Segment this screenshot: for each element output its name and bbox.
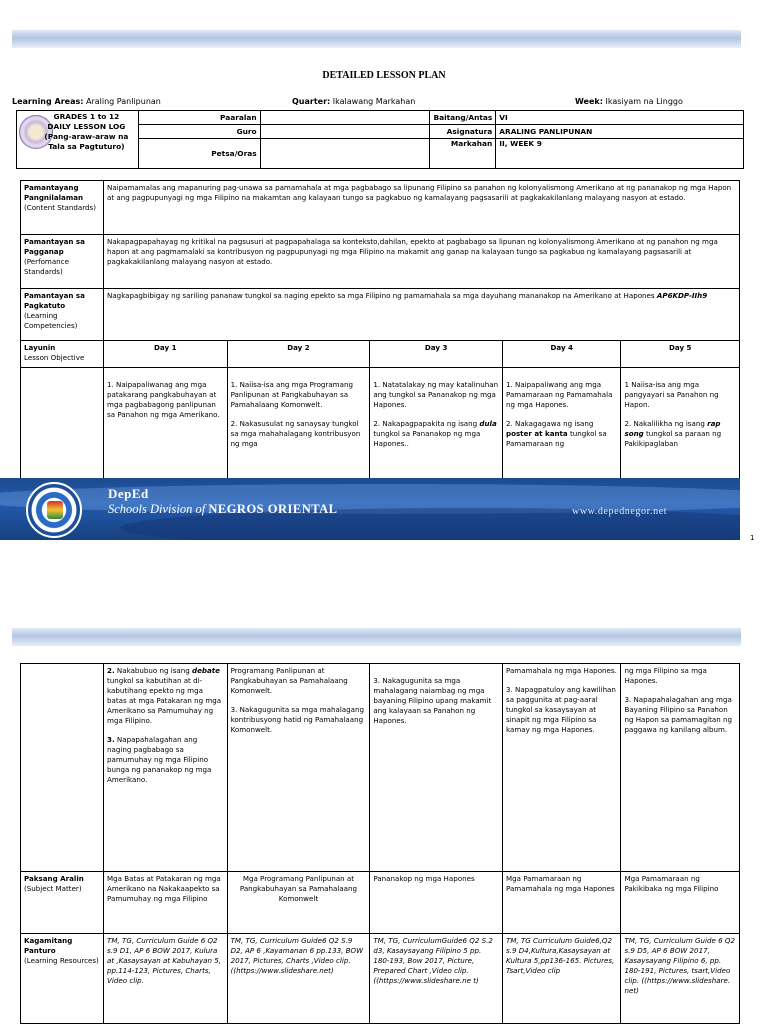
quarter-value: Ikalawang Markahan (332, 97, 416, 106)
quarter (292, 97, 415, 106)
competency-code: AP6KDP-IIh9 (656, 291, 708, 300)
division-name (108, 502, 338, 517)
day-3-objective-2-emph: dula (479, 419, 497, 428)
asignatura-value: ARALING PANLIPUNAN (496, 125, 744, 139)
day-5-objective-2 (624, 419, 736, 449)
asignatura-label: Asignatura (430, 125, 496, 139)
day-3-objective-1: 1. Natatalakay ng may katalinuhan ang tungkol sa Pananakop ng mga Hapones. (373, 380, 499, 409)
meta-row (12, 97, 742, 109)
day-1-objective-2-text: Nakabubuo ng isang (114, 666, 193, 675)
content-standards-text: Naipamamalas ang mapanuring pag-unawa sa pamamahala at mga pagbabago sa lipunang Filipino sa panahon ng kolonyalismong Amerikano at ng pananakop ng mga Hapon at ang pagpupunyagi ng mga Filipino na makamtan ang kalayaan tungo sa pagkabuo ng kamalayang pagsasarili at pagkakakilanlang malayang nasyon at estado. (104, 181, 740, 235)
content-standards-title: Pamantayang Pangnilalaman (24, 183, 84, 202)
day-4-objective-2-text: 2. Nakagagawa ng isang (506, 419, 594, 428)
week-label: Week: (575, 97, 603, 106)
day-5-objective-2-text: 2. Nakalilikha ng isang (624, 419, 708, 428)
day-1-objective-2 (107, 666, 224, 726)
deped-wordmark: DepEd (108, 486, 149, 501)
day-5-objective-2-emph: rap song (624, 419, 721, 438)
paaralan-label: Paaralan (138, 111, 260, 125)
day-2-objectives (227, 368, 370, 486)
day-2-objective-1: 1. Naiisa-isa ang mga Programang Panlipunan at Pangkabuhayan sa Pamahalaang Komonwelt. (230, 380, 353, 409)
baitang-label: Baitang/Antas (430, 111, 496, 125)
day-3-objective-2-rest: tungkol sa Pananakop ng mga Hapones.. (373, 429, 481, 448)
day-4-objective-2-cont: Pamamahala ng mga Hapones. (506, 666, 617, 675)
day-4-objectives (503, 368, 621, 486)
day-4-header: Day 4 (503, 341, 621, 368)
day-5-objective-2-cont: ng mga Filipino sa mga Hapones. (624, 666, 707, 685)
performance-standards-text: Nakapagpapahayag ng kritikal na pagsusuri at pagpapahalaga sa konteksto,dahilan, epekto at pagbabago sa lipunan ng kolonyalismong Amerikano at ng panahon ng mga hapon at ang pagmamalaki sa kontribusyon ng pagpupunyagi ng mga Filipino na makamit ang ganap na kalayaan tungo sa pagkabuo ng kamalayang pagsasarili at pagkakakilanlang malayang nasyon at estado. (104, 235, 740, 289)
objective-title: Layunin (24, 343, 56, 352)
day-1-objective-3-num: 3. (107, 735, 115, 744)
competencies-body: Nagkapagbibigay ng sariling pananaw tungkol sa naging epekto sa mga Filipino ng pamamahala sa mga dayuhang mananakop na Amerikano at Hapones (107, 291, 657, 300)
footer-banner (0, 478, 740, 540)
learning-areas (12, 97, 161, 106)
petsa-value (260, 139, 430, 169)
day-2-objectives-cont (227, 664, 370, 872)
day-4-objective-1: 1. Naipapaliwang ang mga Pamamaraan ng Pamamahala ng mga Hapones. (506, 380, 613, 409)
day-5-objective-1: 1 Naiisa-isa ang mga pangyayari sa Panahon ng Hapon. (624, 380, 719, 409)
objectives-empty-cell (21, 368, 104, 486)
week-value: Ikasiyam na Linggo (605, 97, 683, 106)
resources-label (21, 934, 104, 1024)
grades-cell (17, 111, 139, 169)
day-5-objectives (621, 368, 740, 486)
day-1-objectives (104, 368, 228, 486)
subject-matter-sub: (Subject Matter) (24, 884, 82, 893)
day-2-resources: TM, TG, Curriculum Guide6 Q2 S.9 D2, AP 6 ,Kayamanan 6 pp.133, BOW 2017, Pictures, Charts ,Video clip. ((https://www.slideshare.net) (227, 934, 370, 1024)
day-4-objectives-cont (503, 664, 621, 872)
competencies-sub: (Learning Competencies) (24, 311, 78, 330)
day-4-objective-3: 3. Napagpatuloy ang kawilihan sa paggunita at pag-aaral tungkol sa kasaysayan at sinapit ng mga Filipino sa kamay ng mga Hapones. (506, 685, 616, 734)
objective-label (21, 341, 104, 368)
lesson-table-page-2 (20, 663, 740, 1024)
performance-standards-title: Pamantayan sa Pagganap (24, 237, 85, 256)
competencies-title: Pamantayan sa Pagkatuto (24, 291, 85, 310)
day-3-objective-2 (373, 419, 499, 449)
day-2-objective-2: 2. Nakasusulat ng sanaysay tungkol sa mga mahahalagang kontribusyon ng mga (230, 419, 361, 448)
content-standards-sub: (Content Standards) (24, 203, 96, 212)
deped-seal-icon (26, 482, 82, 538)
performance-standards-label (21, 235, 104, 289)
guro-label: Guro (138, 125, 260, 139)
day-2-header: Day 2 (227, 341, 370, 368)
day-1-resources: TM, TG, Curriculum Guide 6 Q2 s.9 D1, AP 6 BOW 2017, Kulura at ,Kasaysayan at Kabuhayan 5, pp.114-123, Pictures, Charts, Video clip. (104, 934, 228, 1024)
page-top-bar (12, 30, 741, 48)
performance-standards-sub: (Perfomance Standards) (24, 257, 69, 276)
subject-matter-label (21, 872, 104, 934)
resources-title: Kagamitang Panturo (24, 936, 73, 955)
day-1-objective-3 (107, 735, 224, 785)
day-5-objective-3: 3. Napapahalagahan ang mga Bayaning Filipino sa Panahon ng Hapon sa pamamagitan ng paggawa ng kanilang album. (624, 695, 733, 734)
day-3-resources: TM, TG, CurriculumGuide6 Q2 S.2 d3, Kasaysayang Filipino 5 pp. 180-193, Bow 2017, Picture, Prepared Chart ,Video clip. ((https://www.slideshare.ne t) (370, 934, 503, 1024)
day-3-objective-2-text: 2. Nakapagpapakita ng isang (373, 419, 480, 428)
day-1-subject: Mga Batas at Patakaran ng mga Amerikano na Nakakaapekto sa Pamumuhay ng mga Filipino (104, 872, 228, 934)
markahan-label: Markahan (430, 139, 496, 169)
petsa-label: Petsa/Oras (138, 139, 260, 169)
learning-areas-label: Learning Areas: (12, 97, 84, 106)
page-2 (0, 620, 768, 1024)
competencies-text (104, 289, 740, 341)
content-standards-label (21, 181, 104, 235)
page-top-bar-2 (12, 628, 741, 646)
day-2-subject: Mga Programang Panlipunan at Pangkabuhayan sa Pamahalaang Komonwelt (227, 872, 370, 934)
day-4-resources: TM, TG Curriculum Guide6,Q2 s.9 D4,Kultura,Kasaysayan at Kultura 5,pp136-165. Pictures, Tsart,Video clip (503, 934, 621, 1024)
page-number: 1 (750, 534, 755, 542)
day-5-subject: Mga Pamamaraan ng Pakikibaka ng mga Filipino (621, 872, 740, 934)
learning-areas-value: Araling Panlipunan (85, 97, 161, 106)
day-4-objective-2-emph: poster at kanta (506, 429, 568, 438)
baitang-value: VI (496, 111, 744, 125)
day-1-objectives-cont (104, 664, 228, 872)
day-3-subject: Pananakop ng mga Hapones (370, 872, 503, 934)
footer-url: www.depednegor.net (572, 506, 668, 517)
day-3-objective-3: 3. Nakagugunita sa mga mahalagang naiambag ng mga bayaning Filipino upang makamit ang kalayaan sa Panahon ng Hapones. (373, 676, 492, 725)
day-5-objectives-cont (621, 664, 740, 872)
day-1-objective-3-text: Napapahalagahan ang naging pagbabago sa pamumuhay ng mga Filipino bunga ng pananakop ng mga Amerikano. (107, 735, 212, 784)
objective-sub: Lesson Objective (24, 353, 85, 362)
quarter-label: Quarter: (292, 97, 331, 106)
day-4-objective-2 (506, 419, 617, 449)
day-1-objective-2-emph: debate (192, 666, 220, 675)
resources-sub: (Learning Resources) (24, 956, 99, 965)
document-title: DETAILED LESSON PLAN (322, 70, 446, 81)
day-1-objective-2-num: 2. (107, 666, 115, 675)
division-italic: Schools Division of (108, 502, 209, 516)
lesson-table-page-1 (20, 180, 740, 486)
subject-matter-title: Paksang Aralin (24, 874, 84, 883)
day-5-resources: TM, TG, Curriculum Guide 6 Q2 s.9 D5, AP 6 BOW 2017, Kasaysayang Filipino 6, pp. 180-191, Pictures, tsart,Video clip. ((https://www.slideshare. net) (621, 934, 740, 1024)
day-1-header: Day 1 (104, 341, 228, 368)
day-3-header: Day 3 (370, 341, 503, 368)
header-table (16, 110, 744, 169)
day-1-objective-2-rest: tungkol sa kabutihan at di-kabutihang epekto ng mga batas at mga Patakaran ng mga Amerikano sa Pamumuhay ng mga Filipino. (107, 676, 222, 725)
guro-value (260, 125, 430, 139)
day-3-objectives-cont (370, 664, 503, 872)
day-2-objective-3: 3. Nakagugunita sa mga mahalagang kontribusyong hatid ng Pamahalaang Komonwelt. (230, 705, 364, 734)
division-caps: NEGROS ORIENTAL (208, 502, 338, 516)
log-subtitle: (Pang-araw-araw na Tala sa Pagtuturo) (44, 132, 129, 151)
day-5-objective-2-rest: tungkol sa paraan ng Pakikipaglaban (624, 429, 722, 448)
competencies-label (21, 289, 104, 341)
seal-emblem-icon (47, 501, 63, 519)
day-5-header: Day 5 (621, 341, 740, 368)
paaralan-value (260, 111, 430, 125)
log-title: DAILY LESSON LOG (47, 122, 126, 131)
day-1-objective-1: 1. Naipapaliwanag ang mga patakarang pangkabuhayan at mga pagbabagong panlipunan sa Panahon ng mga Amerikano. (107, 380, 220, 419)
grades-label: GRADES 1 to 12 (53, 112, 120, 121)
week (575, 97, 683, 106)
day-4-objective-2-rest: tungkol sa Pamamaraan ng (506, 429, 607, 448)
objectives-cont-empty (21, 664, 104, 872)
day-3-objectives (370, 368, 503, 486)
day-2-objective-2-cont: Programang Panlipunan at Pangkabuhayan sa Pamahalaang Komonwelt. (230, 666, 348, 695)
grades-block (37, 112, 136, 152)
markahan-value: II, WEEK 9 (496, 139, 744, 169)
day-4-subject: Mga Pamamaraan ng Pamamahala ng mga Hapones (503, 872, 621, 934)
